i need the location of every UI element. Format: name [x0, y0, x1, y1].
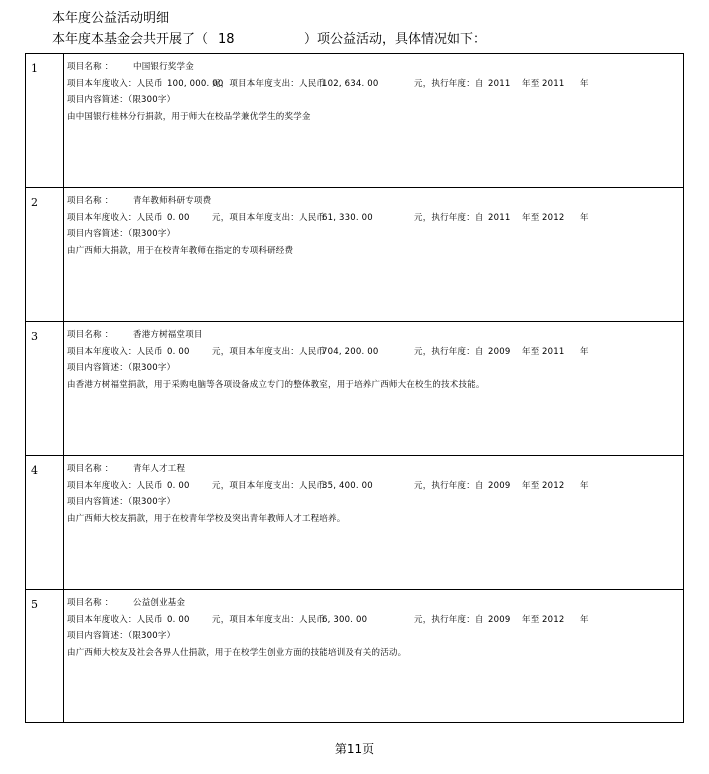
year-label: 元，执行年度：自	[414, 346, 484, 357]
project-finance-line	[67, 210, 683, 227]
project-name-label: 项目名称 ：	[67, 598, 114, 608]
intro-line	[52, 31, 486, 49]
expense-label: 元，项目本年度支出：人民币	[212, 614, 326, 625]
year-start: 2009	[488, 346, 511, 357]
description-line	[67, 645, 683, 662]
project-description: 由广西师大校友捐款，用于在校青年学校及突出青年教师人才工程培养。	[67, 513, 346, 524]
project-name: 公益创业基金	[133, 598, 186, 608]
project-description: 由广西师大校友及社会各界人仕捐款，用于在校学生创业方面的技能培训及有关的活动。	[67, 647, 407, 658]
description-label: 项目内容简述：（限300字）	[67, 363, 176, 373]
year-label: 元，执行年度：自	[414, 212, 484, 223]
year-start: 2011	[488, 78, 511, 89]
income-label: 项目本年度收入：人民币	[67, 614, 163, 625]
year-end: 2012	[542, 212, 565, 223]
description-line	[67, 109, 683, 126]
year-to-label: 年至	[522, 212, 540, 223]
expense-value: 6, 300. 00	[322, 614, 368, 625]
description-label-line	[67, 628, 683, 645]
income-value: 0. 00	[167, 480, 190, 491]
row-body	[64, 456, 683, 589]
project-name-label: 项目名称 ：	[67, 330, 114, 340]
year-end: 2012	[542, 480, 565, 491]
expense-value: 102, 634. 00	[322, 78, 379, 89]
row-index: 4	[26, 456, 64, 589]
expense-value: 35, 400. 00	[322, 480, 373, 491]
activity-table	[25, 53, 684, 723]
project-name-line	[67, 327, 683, 344]
row-index: 1	[26, 54, 64, 187]
project-name-label: 项目名称 ：	[67, 464, 114, 474]
expense-value: 704, 200. 00	[322, 346, 379, 357]
project-name-label: 项目名称 ：	[67, 62, 114, 72]
activity-count: 18	[218, 32, 235, 47]
year-end: 2012	[542, 614, 565, 625]
income-value: 0. 00	[167, 346, 190, 357]
income-label: 项目本年度收入：人民币	[67, 480, 163, 491]
description-line	[67, 377, 683, 394]
description-label-line	[67, 92, 683, 109]
table-row	[26, 456, 683, 590]
page-number: 第11页	[334, 742, 375, 756]
year-label: 元，执行年度：自	[414, 78, 484, 89]
year-start: 2009	[488, 480, 511, 491]
description-label-line	[67, 226, 683, 243]
project-finance-line	[67, 76, 683, 93]
table-row	[26, 54, 683, 188]
project-name: 青年教师科研专项费	[133, 196, 212, 206]
project-name-line	[67, 193, 683, 210]
project-description: 由香港方树福堂捐款，用于采购电脑等各项设备成立专门的整体教室，用于培养广西师大在校生的技术技能。	[67, 379, 485, 390]
intro-suffix: ）项公益活动，具体情况如下：	[304, 32, 487, 47]
table-row	[26, 590, 683, 722]
expense-label: 元，项目本年度支出：人民币	[212, 480, 326, 491]
project-name-label: 项目名称 ：	[67, 196, 114, 206]
project-finance-line	[67, 478, 683, 495]
year-end: 2011	[542, 78, 565, 89]
income-value: 0. 00	[167, 614, 190, 625]
income-value: 100, 000. 00	[167, 78, 224, 89]
project-finance-line	[67, 344, 683, 361]
year-to-label: 年至	[522, 78, 540, 89]
year-label: 元，执行年度：自	[414, 614, 484, 625]
year-to-label: 年至	[522, 614, 540, 625]
income-value: 0. 00	[167, 212, 190, 223]
row-index: 3	[26, 322, 64, 455]
description-line	[67, 511, 683, 528]
year-to-label: 年至	[522, 346, 540, 357]
project-name-line	[67, 461, 683, 478]
year-to-label: 年至	[522, 480, 540, 491]
project-name: 中国银行奖学金	[133, 62, 194, 72]
row-body	[64, 54, 683, 187]
year-suffix: 年	[580, 480, 589, 491]
description-label: 项目内容简述：（限300字）	[67, 497, 176, 507]
project-name-line	[67, 595, 683, 612]
project-name-line	[67, 59, 683, 76]
row-body	[64, 590, 683, 722]
description-line	[67, 243, 683, 260]
row-body	[64, 322, 683, 455]
table-row	[26, 322, 683, 456]
description-label: 项目内容简述：（限300字）	[67, 229, 176, 239]
expense-label: 元，项目本年度支出：人民币	[212, 346, 326, 357]
table-row	[26, 188, 683, 322]
year-suffix: 年	[580, 212, 589, 223]
row-body	[64, 188, 683, 321]
year-suffix: 年	[580, 78, 589, 89]
year-start: 2009	[488, 614, 511, 625]
project-name: 香港方树福堂项目	[133, 330, 203, 340]
income-label: 项目本年度收入：人民币	[67, 346, 163, 357]
year-label: 元，执行年度：自	[414, 480, 484, 491]
project-description: 由中国银行桂林分行捐款，用于师大在校品学兼优学生的奖学金	[67, 111, 311, 122]
row-index: 2	[26, 188, 64, 321]
income-label: 项目本年度收入：人民币	[67, 78, 163, 89]
description-label: 项目内容简述：（限300字）	[67, 95, 176, 105]
description-label-line	[67, 360, 683, 377]
expense-value: 61, 330. 00	[322, 212, 373, 223]
description-label-line	[67, 494, 683, 511]
year-suffix: 年	[580, 346, 589, 357]
description-label: 项目内容简述：（限300字）	[67, 631, 176, 641]
page-heading: 本年度公益活动明细	[52, 11, 170, 26]
year-end: 2011	[542, 346, 565, 357]
year-start: 2011	[488, 212, 511, 223]
row-index: 5	[26, 590, 64, 722]
income-label: 项目本年度收入：人民币	[67, 212, 163, 223]
project-name: 青年人才工程	[133, 464, 186, 474]
expense-label: 元，项目本年度支出：人民币	[212, 212, 326, 223]
year-suffix: 年	[580, 614, 589, 625]
expense-label: 元，项目本年度支出：人民币	[212, 78, 326, 89]
intro-prefix: 本年度本基金会共开展了（	[52, 32, 209, 47]
project-description: 由广西师大捐款，用于在校青年教师在指定的专项科研经费	[67, 245, 294, 256]
project-finance-line	[67, 612, 683, 629]
